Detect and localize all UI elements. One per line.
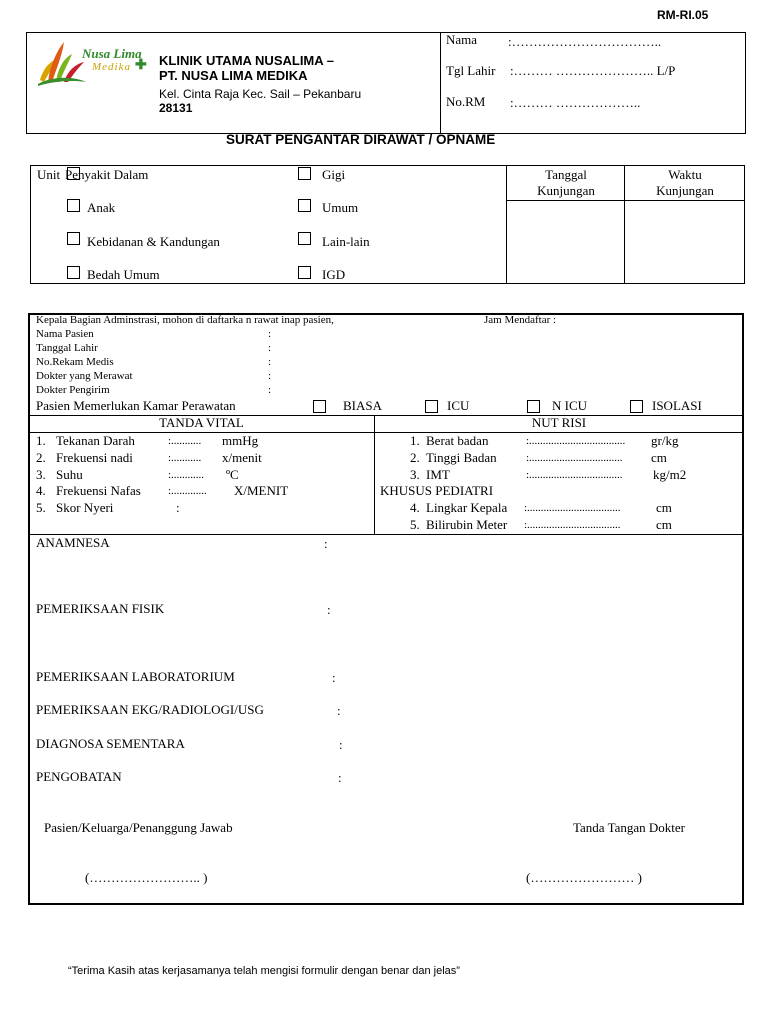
checkbox-nicu[interactable] [527,400,540,413]
vital-bottom-line [29,534,743,535]
field-nama-pasien: Nama Pasien [36,328,94,340]
nama-field[interactable]: :…………………………….. [508,34,662,49]
checkbox-kebidanan[interactable] [67,232,80,245]
unit-option-igd: IGD [322,267,346,282]
norm-label: No.RM [446,94,486,109]
unit-option-penyakit-dalam: Penyakit Dalam [65,167,149,182]
field-dokter-pengirim-colon[interactable]: : [268,384,272,396]
unit-option-kebidanan: Kebidanan & Kandungan [87,234,220,249]
pediatri-item-unit: cm [656,500,672,515]
vital-item-unit: mmHg [222,433,259,448]
waktu-kunjungan-field[interactable] [625,201,744,283]
nutrisi-item-field[interactable]: :.................................. [526,469,623,481]
waktu-kunjungan-label: Waktu Kunjungan [656,167,714,198]
nutrisi-item-label: IMT [426,467,450,482]
checkbox-biasa[interactable] [313,400,326,413]
section-laboratorium: PEMERIKSAAN LABORATORIUM [36,669,235,684]
section-diagnosa-field[interactable]: : [339,737,343,752]
logo-plus-icon: ✚ [135,58,147,73]
checkbox-gigi[interactable] [298,167,311,180]
nutrisi-item-unit: cm [651,450,667,465]
unit-option-umum: Umum [322,200,359,215]
clinic-address: Kel. Cinta Raja Kec. Sail – Pekanbaru [159,87,362,101]
checkbox-bedah-umum[interactable] [67,266,80,279]
signature-left-field[interactable]: (…………………….. ) [85,870,208,885]
nutrisi-item-label: Berat badan [426,433,489,448]
tgl-lahir-field[interactable]: :……… ………………….. L/P [510,63,676,78]
admin-request: Kepala Bagian Adminstrasi, mohon di daftarka n rawat inap pasien, [36,314,334,326]
vital-item-label: Tekanan Darah [56,433,135,448]
nutrisi-item-field[interactable]: :................................... [526,435,626,447]
footer-note: “Terima Kasih atas kerjasamanya telah mengisi formulir dengan benar dan jelas” [68,965,460,977]
checkbox-anak[interactable] [67,199,80,212]
checkbox-icu[interactable] [425,400,438,413]
section-anamnesa: ANAMNESA [36,535,110,550]
field-dokter-pengirim: Dokter Pengirim [36,384,110,396]
vital-item-number: 4. [36,483,46,498]
pediatri-item-field[interactable]: :.................................. [524,502,621,514]
vital-item-label: Frekuensi nadi [56,450,133,465]
section-pengobatan: PENGOBATAN [36,769,122,784]
checkbox-lain-lain[interactable] [298,232,311,245]
nutrisi-title: NUT RISI [531,415,587,430]
nutrisi-item-number: 2. [410,450,420,465]
vital-item-label: Skor Nyeri [56,500,114,515]
nutrisi-item-number: 3. [410,467,420,482]
form-code: RM-RI.05 [657,8,709,22]
tanggal-kunjungan-field[interactable] [507,201,623,283]
section-laboratorium-field[interactable]: : [332,670,336,685]
jam-mendaftar[interactable]: Jam Mendaftar : [484,314,557,326]
vital-item-unit: ºC [226,467,239,482]
room-label: Pasien Memerlukan Kamar Perawatan [36,398,236,413]
field-dokter-merawat: Dokter yang Merawat [36,370,133,382]
pediatri-title: KHUSUS PEDIATRI [380,483,494,498]
vital-item-unit: x/menit [222,450,262,465]
field-dokter-merawat-colon[interactable]: : [268,370,272,382]
header-divider [440,32,441,134]
pediatri-item-field[interactable]: :.................................. [524,519,621,531]
tanggal-kunjungan-label: Tanggal Kunjungan [537,167,595,198]
clinic-name-1: KLINIK UTAMA NUSALIMA – [159,53,335,68]
vital-item-field[interactable]: :............ [168,469,205,481]
nutrisi-item-unit: gr/kg [651,433,679,448]
logo-line2: Medika [92,61,131,73]
pediatri-item-unit: cm [656,517,672,532]
vital-divider [374,415,375,534]
pediatri-item-number: 5. [410,517,420,532]
field-nama-pasien-colon[interactable]: : [268,328,272,340]
vital-item-number: 5. [36,500,46,515]
clinic-name-2: PT. NUSA LIMA MEDIKA [159,68,308,83]
signature-left-label: Pasien/Keluarga/Penanggung Jawab [44,820,233,835]
nutrisi-item-unit: kg/m2 [653,467,687,482]
pediatri-item-label: Lingkar Kepala [426,500,508,515]
clinic-postal: 28131 [159,101,193,115]
unit-label: Unit [37,167,61,182]
nama-label: Nama [446,32,478,47]
section-ekg-radiologi: PEMERIKSAAN EKG/RADIOLOGI/USG [36,702,264,717]
vital-item-unit: X/MENIT [234,483,289,498]
section-anamnesa-field[interactable]: : [324,536,328,551]
nutrisi-item-field[interactable]: :.................................. [526,452,623,464]
vital-item-label: Frekuensi Nafas [56,483,141,498]
vital-item-label: Suhu [56,467,83,482]
pediatri-item-number: 4. [410,500,420,515]
norm-field[interactable]: :……… ……………….. [510,95,641,110]
vital-header-line [29,432,743,433]
section-ekg-radiologi-field[interactable]: : [337,703,341,718]
logo-line1: Nusa Lima [82,46,142,61]
unit-option-anak: Anak [87,200,116,215]
pediatri-item-label: Bilirubin Meter [426,517,508,532]
field-tanggal-lahir: Tanggal Lahir [36,342,98,354]
section-pemeriksaan-fisik-field[interactable]: : [327,602,331,617]
section-diagnosa: DIAGNOSA SEMENTARA [36,736,185,751]
vital-item-field[interactable]: :............. [168,485,207,497]
tgl-lahir-label: Tgl Lahir [446,63,496,78]
room-isolasi: ISOLASI [652,398,702,413]
unit-option-lain-lain: Lain-lain [322,234,370,249]
signature-right-field[interactable]: (…………………… ) [526,870,642,885]
room-biasa: BIASA [343,398,383,413]
vital-title: TANDA VITAL [159,415,244,430]
vital-item-field[interactable]: : [176,500,180,515]
vital-item-number: 1. [36,433,46,448]
room-nicu: N ICU [552,398,588,413]
nutrisi-item-number: 1. [410,433,420,448]
checkbox-igd[interactable] [298,266,311,279]
unit-option-gigi: Gigi [322,167,346,182]
vital-item-field[interactable]: :........... [168,452,202,464]
vital-item-field[interactable]: :........... [168,435,202,447]
signature-right-label: Tanda Tangan Dokter [573,820,686,835]
vital-item-number: 3. [36,467,46,482]
checkbox-umum[interactable] [298,199,311,212]
vital-item-number: 2. [36,450,46,465]
field-tanggal-lahir-colon[interactable]: : [268,342,272,354]
unit-option-bedah-umum: Bedah Umum [87,267,160,282]
nutrisi-item-label: Tinggi Badan [426,450,497,465]
field-no-rekam-medis: No.Rekam Medis [36,356,114,368]
section-pemeriksaan-fisik: PEMERIKSAAN FISIK [36,601,165,616]
room-icu: ICU [447,398,470,413]
field-no-rekam-medis-colon[interactable]: : [268,356,272,368]
section-pengobatan-field[interactable]: : [338,770,342,785]
checkbox-isolasi[interactable] [630,400,643,413]
form-title: SURAT PENGANTAR DIRAWAT / OPNAME [226,132,496,147]
